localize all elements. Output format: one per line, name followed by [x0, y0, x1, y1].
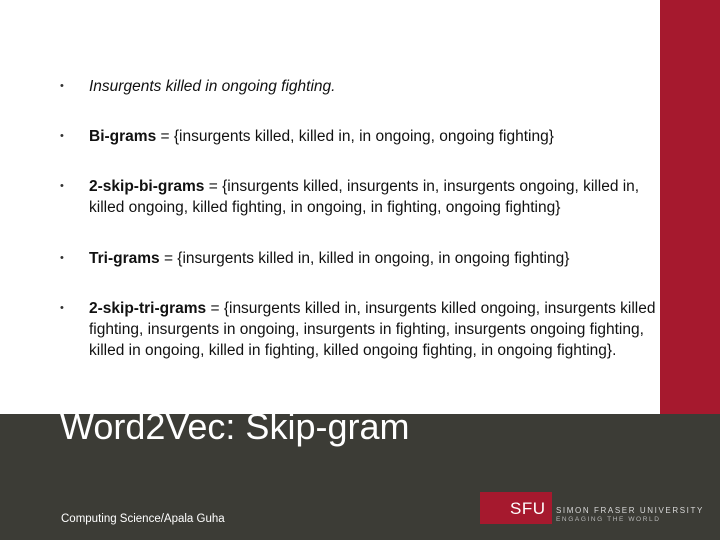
accent-red-bar: [660, 0, 720, 414]
bullet-term: 2-skip-tri-grams: [89, 300, 207, 317]
bullet-text: = {insurgents killed in, killed in ongoing, in ongoing fighting}: [159, 250, 570, 267]
bullet-text: = {insurgents killed, insurgents in, insurgents ongoing, killed in, killed ongoing, killed fighting, in ongoing, in fighting, ongoing fighting}: [89, 178, 640, 216]
bullet-item-skip-trigrams: [60, 298, 660, 361]
university-name: SIMON FRASER UNIVERSITY: [556, 506, 704, 515]
bullet-term: Tri-grams: [89, 250, 160, 267]
bullet-item-trigrams: [60, 248, 660, 269]
footer-author: Computing Science/Apala Guha: [61, 513, 225, 525]
bullet-text: = {insurgents killed, killed in, in ongoing, ongoing fighting}: [156, 128, 554, 145]
bullet-item-sentence: [60, 76, 660, 97]
bullet-item-bigrams: [60, 126, 660, 147]
bullet-text: = {insurgents killed in, insurgents killed ongoing, insurgents killed fighting, insurgents in ongoing, insurgents in fighting, insurgents ongoing fighting, killed in ongoing, killed in fighting, killed ongoing fighting, in ongoing fighting}.: [89, 300, 656, 359]
slide-title: Word2Vec: Skip-gram: [60, 406, 410, 447]
bullet-marker: •: [60, 80, 64, 92]
sfu-logo-mark: [480, 492, 552, 524]
sfu-logo-text: SFU: [510, 499, 546, 518]
bullet-item-skip-bigrams: [60, 176, 660, 218]
bullet-term: 2-skip-bi-grams: [89, 178, 205, 195]
bullet-list: [60, 76, 660, 361]
bullet-marker: •: [60, 302, 64, 314]
bullet-marker: •: [60, 130, 64, 142]
bullet-marker: •: [60, 180, 64, 192]
bullet-marker: •: [60, 252, 64, 264]
bullet-text: Insurgents killed in ongoing fighting.: [89, 78, 336, 95]
university-tagline: ENGAGING THE WORLD: [556, 516, 661, 523]
bullet-term: Bi-grams: [89, 128, 157, 145]
